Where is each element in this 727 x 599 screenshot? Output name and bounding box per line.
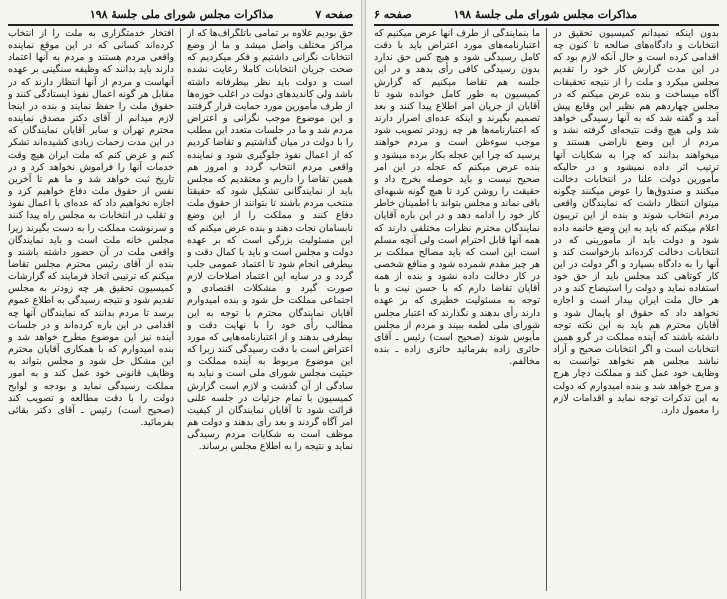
page-number: صفحه ۶ — [374, 7, 412, 21]
left-page — [0, 0, 361, 599]
column-text: بدون اینکه نمیدانم کمیسیون تحقیق در انتخابات و دادگاه‌های صالحه تا کنون چه اقدامی کرده است و حال آنکه لازم بود که در این مدت گزارش کار خود را تقدیم مجلس میکرد و ملت را از نتیجه تحقیقات آگاه میساخت و بنده عرض میکنم که در مجلس چهاردهم هم نظیر این وقایع پیش آمد و گفته شد که به آنها رسیدگی خواهد شد ولی هیچ وقت نتیجه‌ای گرفته نشد و مردم از این وضع ناراضی هستند و میخواهند بدانند که چرا به شکایات آنها ترتیب اثر داده نمیشود و در حالیکه مأمورین دولت علنا در انتخابات دخالت میکنند و صندوق‌ها را عوض میکنند چگونه میتوان انتظار داشت که نمایندگان واقعی مردم انتخاب شوند و بنده از این تریبون اعلام میکنم که باید به این وضع خاتمه داده شود و دولت باید از مأمورینی که در انتخابات دخالت کرده‌اند بازخواست کند و آنها را به دادگاه بسپارد و اگر دولت در این کار کوتاهی کند مجلس باید از حق خود استفاده نماید و دولت را استیضاح کند و در هر حال ملت ایران بیدار است و اجازه نخواهد داد که حقوق او پایمال شود و آقایان محترم هم باید به این نکته توجه داشته باشند که آینده مملکت در گرو همین انتخابات است و اگر انتخابات صحیح و آزاد نباشد مجلس هم نخواهد توانست به وظایف خود عمل کند و مملکت دچار هرج و مرج خواهد شد و بنده امیدوارم که دولت به این تذکرات توجه نماید و اقدامات لازم را معمول دارد. — [553, 28, 719, 416]
page-running-title: مذاکرات مجلس شورای ملی جلسهٔ ۱۹۸ — [89, 7, 274, 21]
column-text: حق بودیم علاوه بر تمامی باتلگراف‌ها که از مراکز مختلف واصل میشد و ما از وضع انتخابات نگرانی داشتیم و فکر میکردیم که صحت جریان انتخابات کاملا رعایت نشده است و دولت باید نظر بیطرفانه داشته باشد ولی کاندیدهای دولت در اغلب حوزه‌ها از طرف مأمورین مورد حمایت قرار گرفتند و این موضوع موجب نگرانی و اعتراض مردم شد و ما در جلسات متعدد این مطلب را با دولت در میان گذاشتیم و تقاضا کردیم که از اعمال نفوذ جلوگیری شود و نماینده واقعی مردم انتخاب گردد و امروز هم همین تقاضا را داریم و معتقدیم که مجلس باید از نمایندگانی تشکیل شود که حقیقتا منتخب مردم باشند تا بتوانند از حقوق ملت دفاع کنند و مملکت را از این وضع نابسامان نجات دهند و بنده عرض میکنم که این مسئولیت بزرگی است که بر عهده دولت و مجلس است و باید با کمال دقت و بیطرفی انجام شود تا اعتماد عمومی جلب گردد و در سایه این اعتماد اصلاحات لازم صورت گیرد و مشکلات اقتصادی و اجتماعی مملکت حل شود و بنده امیدوارم آقایان نمایندگان محترم با توجه به این مطالب رأی خود را با نهایت دقت و بیطرفی بدهند و از اعتبارنامه‌هایی که مورد اعتراض است با دقت رسیدگی کنند زیرا که این موضوع مربوط به آینده مملکت و حیثیت مجلس شورای ملی است و نباید به سادگی از آن گذشت و لازم است گزارش کمیسیون با تمام جزئیات در جلسه علنی قرائت شود تا آقایان نمایندگان از کیفیت امر آگاه گردند و بعد رأی بدهند و دولت هم موظف است به شکایات مردم رسیدگی نماید و نتیجه را به اطلاع مجلس برساند. — [187, 28, 353, 453]
page-header — [374, 6, 719, 22]
column-text: ما بنمایندگی از طرف آنها عرض میکنیم که اعتبارنامه‌های مورد اعتراض باید با دقت کامل رسیدگی شود و هیچ کس حق ندارد بدون رسیدگی کافی رأی بدهد و در این جلسه هم تقاضا میکنیم که گزارش کمیسیون به طور کامل خوانده شود تا آقایان از جریان امر اطلاع پیدا کنند و بعد تصمیم بگیرند و اینکه عده‌ای اصرار دارند که اعتبارنامه‌ها هر چه زودتر تصویب شود موجب سوءظن است و مردم خواهند پرسید که چرا این عجله بکار برده میشود و بنده عرض میکنم که عجله در این امر صحیح نیست و باید حوصله بخرج داد و حقیقت را روشن کرد تا هیچ گونه شبهه‌ای باقی نماند و مجلس بتواند با اطمینان خاطر کار خود را ادامه دهد و در این باره آقایان نمایندگان محترم نظرات مختلفی دارند که همه آنها قابل احترام است ولی آنچه مسلم است این است که باید مصالح مملکت بر هر چیز مقدم شمرده شود و منافع شخصی در کار دخالت داده نشود و بنده از همه آقایان تقاضا دارم که با حسن نیت و با توجه به مسئولیت خطیری که بر عهده دارند رأی بدهند و نگذارند که اعتبار مجلس شورای ملی لطمه ببیند و مردم از مجلس مأیوس شوند (صحیح است) رئیس ـ آقای حائری زاده بفرمائید حائری زاده ـ بنده مخالفم. — [374, 28, 540, 368]
header-rule — [374, 24, 719, 26]
text-column-left — [374, 28, 540, 593]
column-divider — [546, 28, 547, 591]
column-text: افتخار خدمتگزاری به ملت را از انتخاب کرده‌اند کسانی که در این موقع نماینده واقعی مردم هستند و مردم به آنها اعتماد دارند باید بدانند که وظیفه سنگینی بر عهده آنهاست و مردم از آنها انتظار دارند که در مقابل هر گونه اعمال نفوذ ایستادگی کنند و حقوق ملت را حفظ نمایند و بنده در اینجا لازم میدانم از آقای دکتر مصدق نماینده محترم تهران و سایر آقایان نمایندگان که در این مدت زحمات زیادی کشیده‌اند تشکر کنم و عرض کنم که ملت ایران هیچ وقت خدمات آنها را فراموش نخواهد کرد و در تاریخ ثبت خواهد شد و ما هم تا آخرین نفس از حقوق ملت دفاع خواهیم کرد و اجازه نخواهیم داد که عده‌ای با اعمال نفوذ و تقلب در انتخابات به مجلس راه پیدا کنند و سرنوشت مملکت را به دست بگیرند زیرا مجلس خانه ملت است و باید نمایندگان واقعی ملت در آن حضور داشته باشند و بنده از آقای رئیس محترم مجلس تقاضا میکنم که ترتیبی اتخاذ فرمایند که گزارشات کمیسیون تحقیق هر چه زودتر به مجلس تقدیم شود و نتیجه رسیدگی به اطلاع عموم برسد تا مردم بدانند که نمایندگان آنها چه اقدامی در این باره کرده‌اند و در جلسات آینده نیز این موضوع مطرح خواهد شد و بنده امیدوارم که با همکاری آقایان محترم این مشکل حل شود و مجلس بتواند به وظایف قانونی خود عمل کند و به امور مملکت رسیدگی نماید و بودجه و لوایح دولت را با دقت مطالعه و تصویب کند (صحیح است) رئیس ـ آقای دکتر بقائی بفرمائید. — [8, 28, 174, 428]
header-rule — [8, 24, 353, 26]
right-page — [366, 0, 727, 599]
column-divider — [180, 28, 181, 591]
page-running-title: مذاکرات مجلس شورای ملی جلسهٔ ۱۹۸ — [453, 7, 638, 21]
text-column-right — [187, 28, 353, 593]
page-number: صفحه ۷ — [315, 7, 353, 21]
page-header — [8, 6, 353, 22]
text-column-right — [553, 28, 719, 593]
text-column-left — [8, 28, 174, 593]
